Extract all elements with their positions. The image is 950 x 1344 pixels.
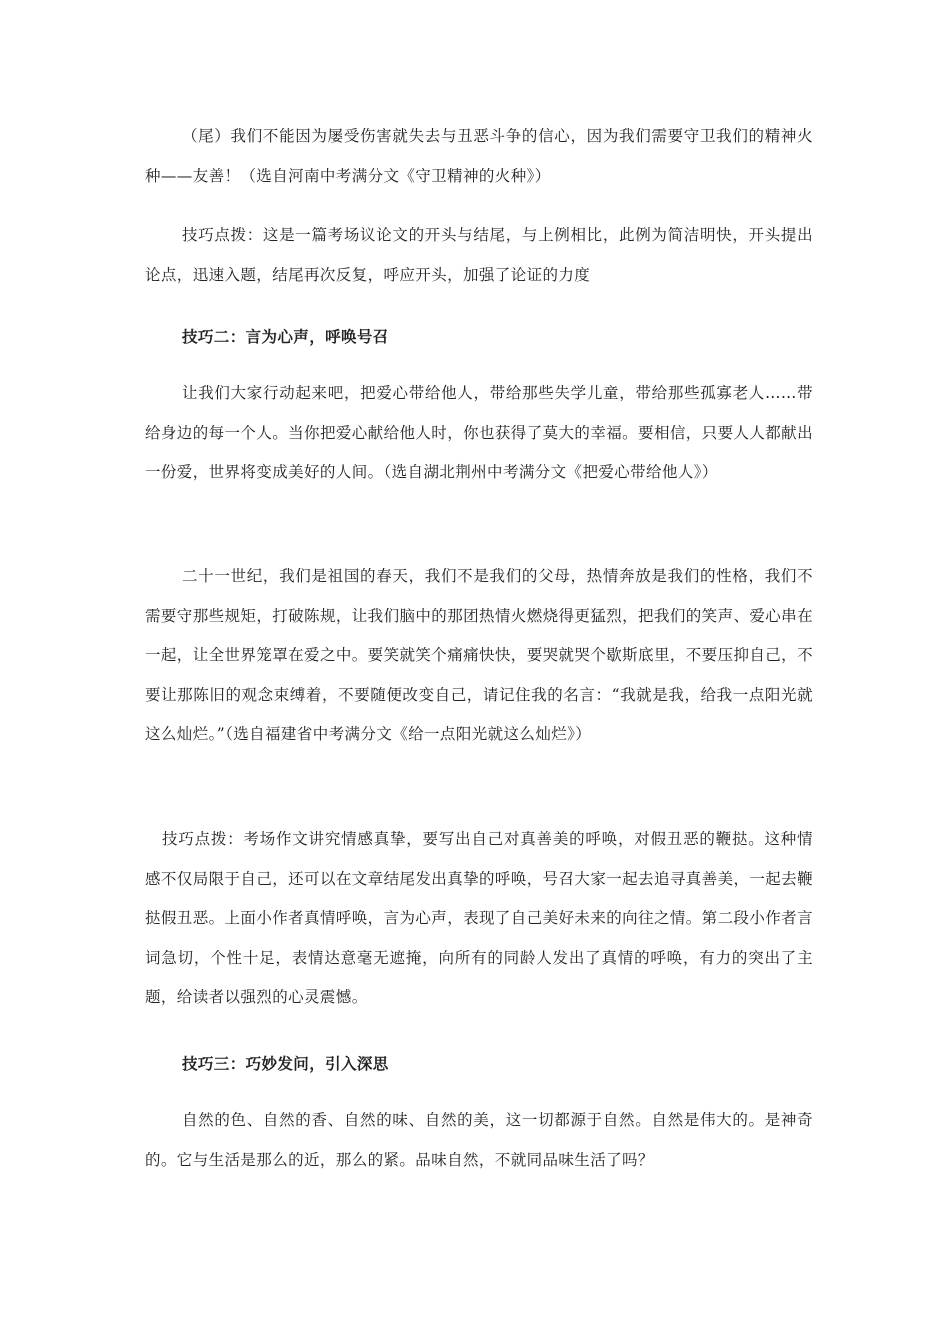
paragraph-tip-analysis-2: 技巧点拨：考场作文讲究情感真挚，要写出自己对真善美的呼唤，对假丑恶的鞭挞。这种情感不仅局限于自己，还可以在文章结尾发出真挚的呼唤，号召大家一起去追寻真善美，一起去鞭挞假丑恶。上面小作者真情呼唤，言为心声，表现了自己美好未来的向往之情。第二段小作者言词急切，个性十足，表情达意毫无遮掩，向所有的同龄人发出了真情的呼唤，有力的突出了主题，给读者以强烈的心灵震憾。: [145, 830, 813, 1006]
section-heading-technique-2: 技巧二：言为心声，呼唤号召: [182, 327, 389, 346]
paragraph-example-love: 让我们大家行动起来吧，把爱心带给他人，带给那些失学儿童，带给那些孤寡老人……带给身边的每一个人。当你把爱心献给他人时，你也获得了莫大的幸福。要相信，只要人人都献出一份爱，世界将变成美好的人间。（选自湖北荆州中考满分文《把爱心带给他人》）: [145, 384, 813, 481]
paragraph-conclusion-example: （尾）我们不能因为屡受伤害就失去与丑恶斗争的信心，因为我们需要守卫我们的精神火种——友善！（选自河南中考满分文《守卫精神的火种》）: [145, 127, 813, 185]
paragraph-tip-analysis-1: 技巧点拨：这是一篇考场议论文的开头与结尾，与上例相比，此例为简洁明快，开头提出论点，迅速入题，结尾再次反复，呼应开头，加强了论证的力度: [145, 226, 813, 284]
paragraph-example-nature: 自然的色、自然的香、自然的味、自然的美，这一切都源于自然。自然是伟大的。是神奇的。它与生活是那么的近，那么的紧。品味自然，不就同品味生活了吗？: [145, 1111, 813, 1169]
paragraph-example-sunshine: 二十一世纪，我们是祖国的春天，我们不是我们的父母，热情奔放是我们的性格，我们不需要守那些规矩，打破陈规，让我们脑中的那团热情火燃烧得更猛烈，把我们的笑声、爱心串在一起，让全世界笼罩在爱之中。要笑就笑个痛痛快快，要哭就哭个歇斯底里，不要压抑自己，不要让那陈旧的观念束缚着，不要随便改变自己，请记住我的名言：“我就是我，给我一点阳光就这么灿烂。”（选自福建省中考满分文《给一点阳光就这么灿烂》）: [145, 567, 813, 743]
section-heading-technique-3: 技巧三：巧妙发问，引入深思: [182, 1054, 389, 1073]
